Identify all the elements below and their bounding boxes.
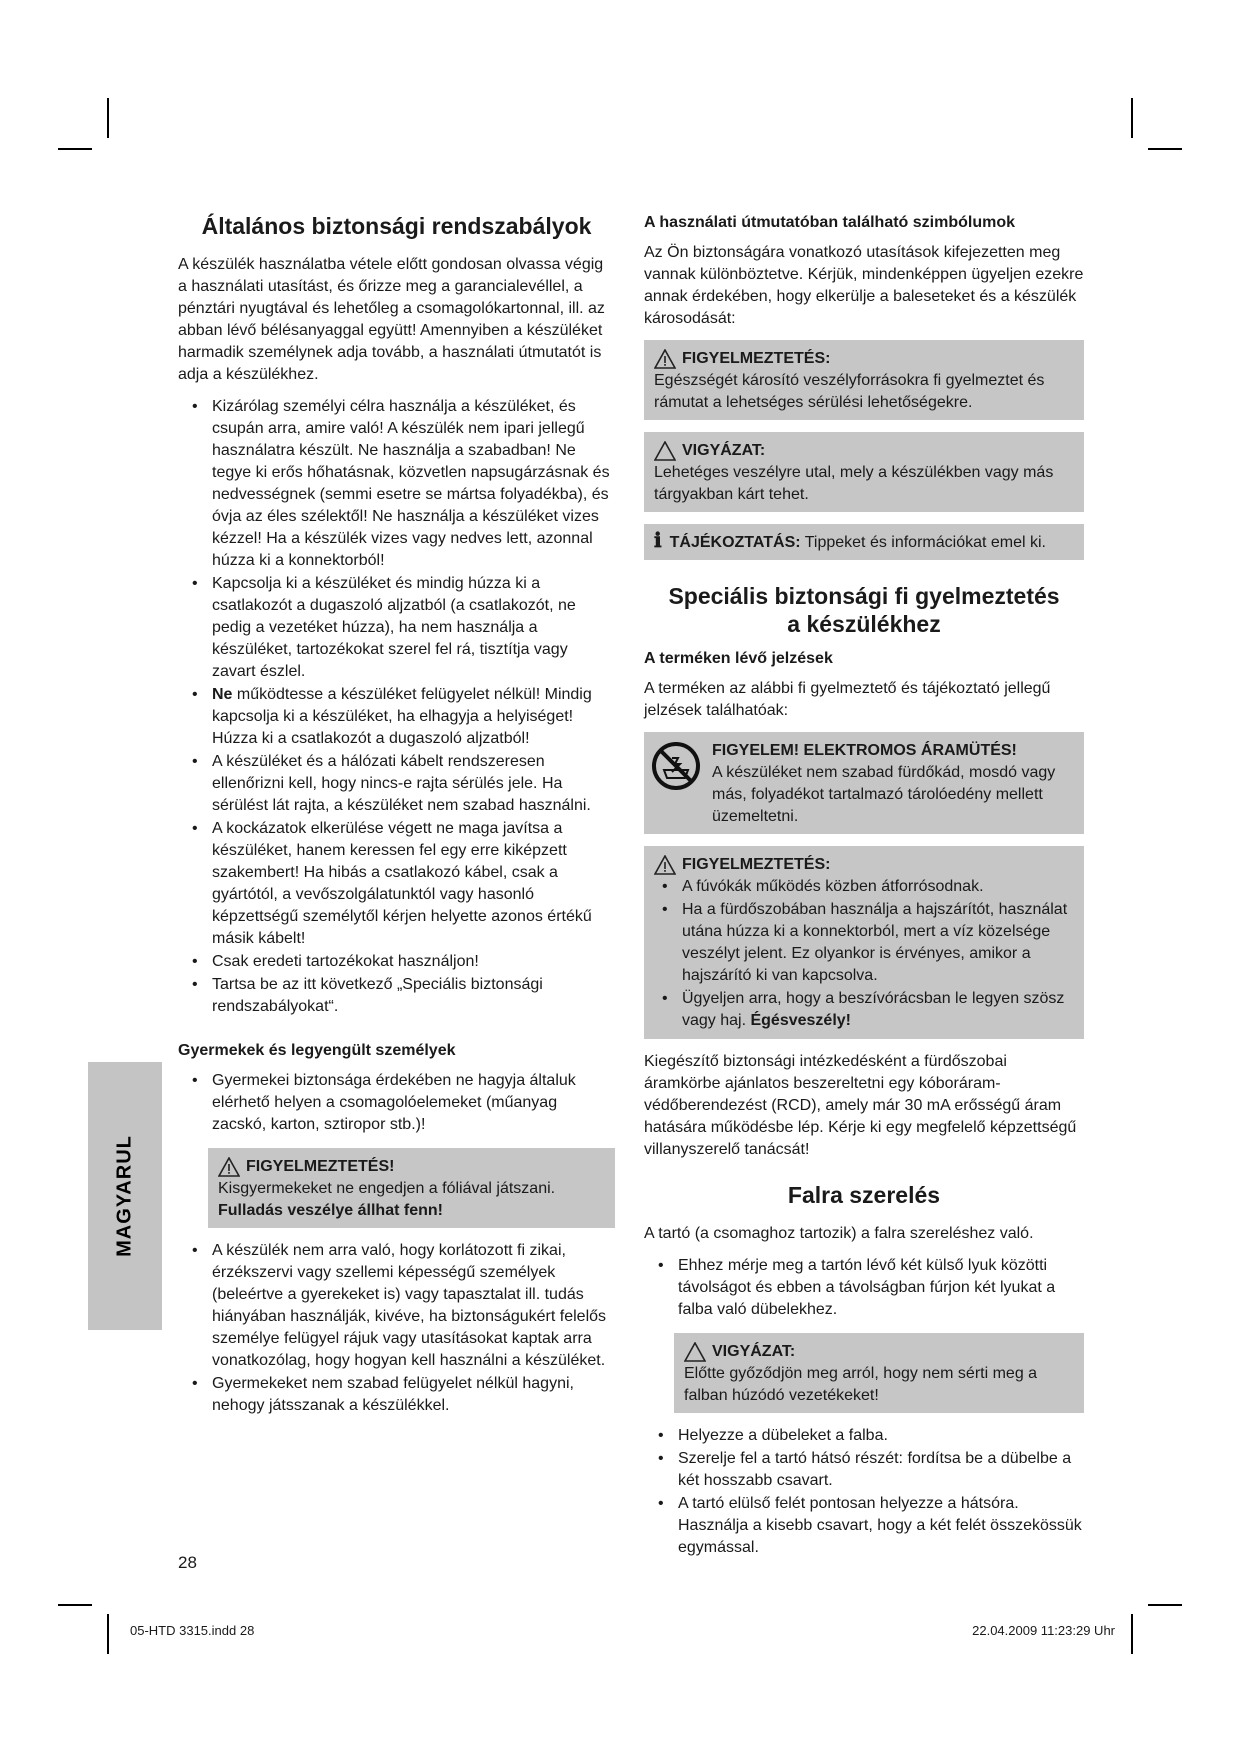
warning-triangle-icon bbox=[654, 855, 676, 875]
crop-mark bbox=[107, 1614, 109, 1654]
special-title-line1: Speciális biztonsági fi gyelmeztetés bbox=[668, 583, 1060, 609]
warning-symbol-box bbox=[644, 340, 1084, 420]
electric-shock-text: A készüléket nem szabad fürdőkád, mosdó vagy más, folyadékot tartalmazó tárolóedény mellett üzemeltetni. bbox=[712, 764, 1056, 825]
electric-shock-row bbox=[650, 740, 1074, 828]
list-item: • Tartsa be az itt következő „Speciális biztonsági rendszabályokat“. bbox=[178, 974, 615, 1018]
crop-mark bbox=[1148, 148, 1182, 150]
warning-symbol-text: Egészségét károsító veszélyforrásokra fi gyelmeztet és rámutat a lehetséges sérülési lehetőségekre. bbox=[654, 372, 1045, 411]
caution-triangle-icon bbox=[684, 1342, 706, 1362]
marks-heading: A terméken lévő jelzések bbox=[644, 650, 833, 667]
lint-text: Ügyeljen arra, hogy a beszívórácsban le legyen szösz vagy haj. bbox=[682, 990, 1065, 1029]
list-item: • Szerelje fel a tartó hátsó részét: fordítsa be a dübelbe a két hosszabb csavart. bbox=[644, 1448, 1084, 1492]
list-item: • A fúvókák működés közben átforrósodnak. bbox=[648, 876, 1074, 898]
crop-mark bbox=[1131, 1614, 1133, 1654]
list-item: • A kockázatok elkerülése végett ne maga javítsa a készüléket, hanem keressen fel egy erre kiképzett szakembert! Ha hibás a csatlakozó kábel, csak a gyártótól, a vevőszolgálatunktól vagy hasonló képzettségű személytől kérjen helyette azonos értékű másik kábelt! bbox=[178, 818, 615, 950]
safety-list bbox=[178, 396, 615, 1018]
page-number: 28 bbox=[178, 1553, 197, 1572]
language-tab-label: MAGYARUL bbox=[113, 1135, 136, 1257]
footer-timestamp: 22.04.2009 11:23:29 Uhr bbox=[972, 1623, 1115, 1638]
caution-symbol-title-text: VIGYÁZAT: bbox=[682, 442, 766, 459]
wall-intro: A tartó (a csomaghoz tartozik) a falra szereléshez való. bbox=[644, 1225, 1034, 1242]
bold-ne: Ne bbox=[212, 686, 233, 703]
list-item: • Ha a fürdőszobában használja a hajszárítót, használat utána húzza ki a konnektorból, mert a víz közelsége veszélyt jelent. Ez olyankor is érvényes, amikor a hajszárító ki van kapcsolva. bbox=[648, 899, 1074, 987]
caution-triangle-icon bbox=[654, 441, 676, 461]
info-title: TÁJÉKOZTATÁS: bbox=[669, 534, 801, 551]
list-item: • A készülék nem arra való, hogy korlátozott fi zikai, érzékszervi vagy szellemi képességű személyek (beleértve a gyerekeket is) vagy tapasztalat ill. tudás hiányában használják, kivéve, ha biztonságukért felelős személye felügyel rájuk vagy utasításokat kaptak arra vonatkozólag, hogy hogyan kell használni a készüléket. bbox=[178, 1240, 615, 1372]
fan-warning-box bbox=[644, 846, 1084, 1039]
info-symbol-box bbox=[644, 524, 1084, 560]
warning-text: Kisgyermekeket ne engedjen a fóliával játszani. bbox=[218, 1180, 556, 1197]
fan-warning-title-text: FIGYELMEZTETÉS: bbox=[682, 856, 831, 873]
electric-shock-content bbox=[712, 740, 1074, 828]
electric-shock-title: FIGYELEM! ELEKTROMOS ÁRAMÜTÉS! bbox=[712, 742, 1017, 759]
caution-symbol-title bbox=[654, 440, 1074, 462]
list-item: • A készüléket és a hálózati kábelt rendszeresen ellenőrizni kell, hogy nincs-e rajta sérülés jele. Ha sérülést lát rajta, a készüléket nem szabad használni. bbox=[178, 751, 615, 817]
warning-symbol-title-text: FIGYELMEZTETÉS: bbox=[682, 350, 831, 367]
list-item: • Gyermekei biztonsága érdekében ne hagyja általuk elérhető helyen a csomagolóelemeket (műanyag zacskó, karton, sztiropor stb.)! bbox=[178, 1070, 615, 1136]
list-item bbox=[648, 988, 1074, 1032]
burn-danger-text: Égésveszély! bbox=[750, 1012, 851, 1029]
crop-mark bbox=[1148, 1604, 1182, 1606]
language-tab bbox=[88, 1062, 162, 1330]
symbols-heading: A használati útmutatóban található szimbólumok bbox=[644, 214, 1015, 231]
right-column bbox=[644, 212, 1084, 1571]
symbols-intro: Az Ön biztonságára vonatkozó utasítások kifejezetten meg vannak különböztetve. Kérjük, mindenképpen ügyeljen ezekre annak érdekében, hogy elkerülje a baleseteket és a készülék károsodását: bbox=[644, 244, 1084, 327]
list-item bbox=[178, 684, 615, 750]
left-column bbox=[178, 212, 615, 1429]
section-title-general-safety: Általános biztonsági rendszabályok bbox=[201, 213, 592, 239]
section-title-wall-mount: Falra szerelés bbox=[787, 1182, 941, 1208]
wall-list-2 bbox=[644, 1425, 1084, 1559]
warning-bold-text: Fulladás veszélye állhat fenn! bbox=[218, 1202, 443, 1219]
children-list bbox=[178, 1070, 615, 1136]
marks-intro: A terméken az alábbi fi gyelmeztető és tájékoztató jellegű jelzések találhatóak: bbox=[644, 680, 1051, 719]
special-title-line2: a készülékhez bbox=[787, 611, 941, 637]
intro-paragraph: A készülék használatba vétele előtt gondosan olvassa végig a használati utasítást, és őrizze meg a garancialevéllel, a pénztári nyugtával és lehetőleg a csomagolókartonnal, ill. az abban lévő bélésanyaggal együtt! Amennyiben a készüléket harmadik személynek adja tovább, a használati útmutatót is adja a készülékhez. bbox=[178, 256, 605, 383]
warning-triangle-icon bbox=[218, 1157, 240, 1177]
fan-warning-list bbox=[648, 876, 1074, 1032]
list-item: • A tartó elülső felét pontosan helyezze a hátsóra. Használja a kisebb csavart, hogy a két felét összekössük egymással. bbox=[644, 1493, 1084, 1559]
wall-caution-text: Előtte győződjön meg arról, hogy nem sérti meg a falban húzódó vezetékeket! bbox=[684, 1365, 1038, 1404]
list-item: • Gyermekeket nem szabad felügyelet nélkül hagyni, nehogy játsszanak a készülékkel. bbox=[178, 1373, 615, 1417]
warning-box bbox=[208, 1148, 615, 1228]
fan-warning-title bbox=[648, 854, 1074, 876]
crop-mark bbox=[58, 1604, 92, 1606]
info-icon: ℹ bbox=[654, 530, 662, 552]
crop-mark bbox=[107, 98, 109, 138]
wall-caution-box bbox=[674, 1333, 1084, 1413]
list-item: • Helyezze a dübeleket a falba. bbox=[644, 1425, 1084, 1447]
info-text: Tippeket és információkat emel ki. bbox=[800, 534, 1046, 551]
warning-box-text bbox=[218, 1178, 605, 1222]
wall-caution-title-text: VIGYÁZAT: bbox=[712, 1343, 796, 1360]
wall-list bbox=[644, 1255, 1084, 1321]
list-item: • Ehhez mérje meg a tartón lévő két külső lyuk közötti távolságot és ebben a távolságban fúrjon két lyukat a falba való dübelekhez. bbox=[644, 1255, 1084, 1321]
warning-box-title bbox=[218, 1156, 605, 1178]
footer-file-name: 05-HTD 3315.indd 28 bbox=[130, 1623, 255, 1638]
ne-text: működtesse a készüléket felügyelet nélkül! Mindig kapcsolja ki a készüléket, ha elhagyja a helyiséget! Húzza ki a csatlakozót a dugaszoló aljzatból! bbox=[212, 686, 592, 747]
warning-triangle-icon bbox=[654, 349, 676, 369]
children-heading: Gyermekek és legyengült személyek bbox=[178, 1042, 456, 1059]
crop-mark bbox=[58, 148, 92, 150]
list-item: • Kizárólag személyi célra használja a készüléket, és csupán arra, amire való! A készülék nem ipari jellegű használatra készült. Ne használja a szabadban! Ne tegye ki erős hőhatásnak, közvetlen napsugárzásnak és nedvességnek (semmi esetre se mártsa folyadékba), és óvja az éles szélektől! Ne használja a készüléket vizes kézzel! Ha a készülék vizes vagy nedves lett, azonnal húzza ki a konnektorból! bbox=[178, 396, 615, 572]
wall-caution-title bbox=[684, 1341, 1074, 1363]
crop-mark bbox=[1131, 98, 1133, 138]
caution-symbol-text: Lehetéges veszélyre utal, mely a készülékben vagy más tárgyakban kárt tehet. bbox=[654, 464, 1054, 503]
no-bathtub-icon bbox=[650, 740, 702, 792]
warning-symbol-title bbox=[654, 348, 1074, 370]
electric-shock-box bbox=[644, 732, 1084, 834]
rcd-paragraph: Kiegészítő biztonsági intézkedésként a fürdőszobai áramkörbe ajánlatos beszereltetni egy kóboráram-védőberendezést (RCD), amely már 30 mA erősségű áram hatására működésbe lép. Kérje ki egy megfelelő képzettségű villanyszerelő tanácsát! bbox=[644, 1053, 1077, 1158]
caution-symbol-box bbox=[644, 432, 1084, 512]
list-item: • Kapcsolja ki a készüléket és mindig húzza ki a csatlakozót a dugaszoló aljzatból (a csatlakozót, ne pedig a vezetéket húzza), ha nem használja a készüléket, tartozékokat szerel fel rá, tisztítja vagy zavart észlel. bbox=[178, 573, 615, 683]
warning-title-text: FIGYELMEZTETÉS! bbox=[246, 1158, 395, 1175]
list-item: • Csak eredeti tartozékokat használjon! bbox=[178, 951, 615, 973]
section-title-special-safety bbox=[644, 582, 1084, 638]
children-list-2 bbox=[178, 1240, 615, 1417]
